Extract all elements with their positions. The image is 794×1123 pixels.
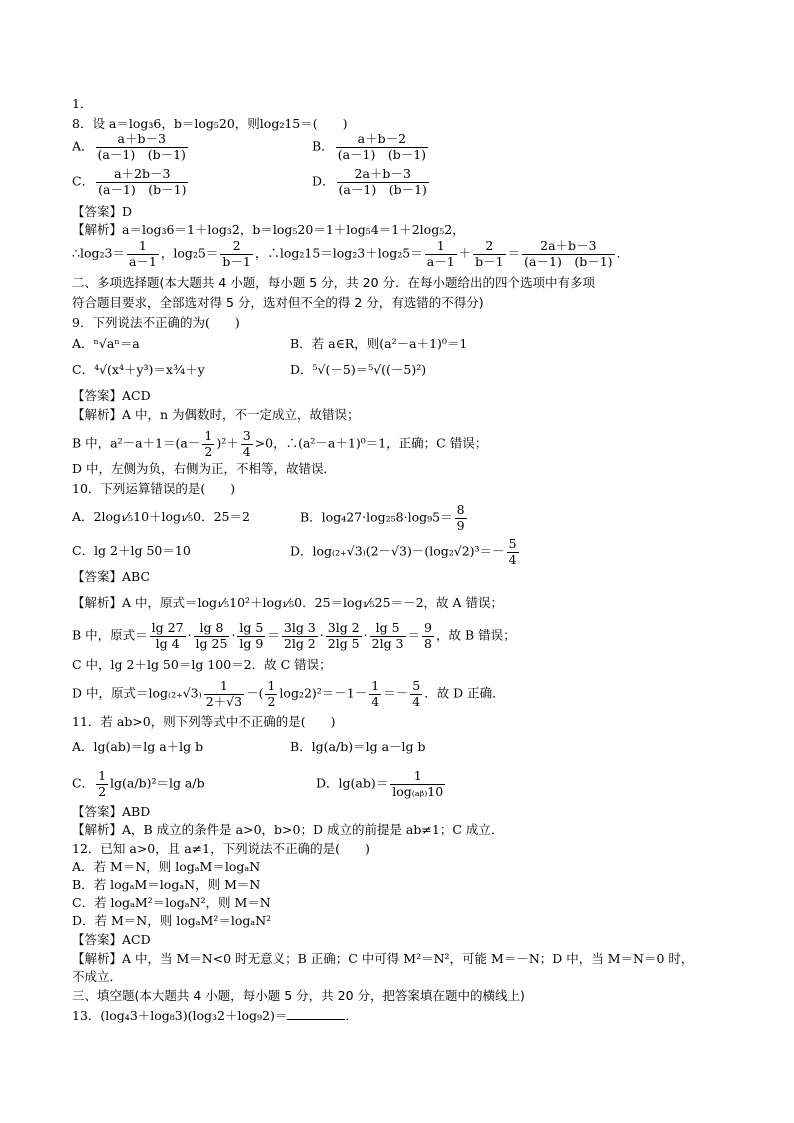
- text: C．: [72, 775, 95, 791]
- q8-d-fraction: [337, 168, 429, 196]
- q10-option-b: [300, 504, 469, 532]
- fraction: [422, 622, 434, 650]
- q8-a-label: A．: [72, 138, 94, 154]
- answer-blank[interactable]: [287, 1019, 345, 1020]
- numerator: 3lg 2: [327, 620, 360, 635]
- q10-explanation-1: 【解析】A 中，原式＝log₁⁄₅10²＋log₁⁄₅0．25＝log₁⁄₅25＝－2，故 A 错误；: [72, 595, 504, 610]
- fraction: [522, 240, 614, 268]
- numerator: a＋2b－3: [96, 168, 188, 183]
- q11-option-a: A．lg(ab)＝lg a＋lg b: [72, 739, 204, 754]
- denominator: 4: [371, 693, 380, 709]
- fraction: [220, 240, 252, 268]
- q11-option-b: B．lg(a/b)＝lg a－lg b: [290, 739, 426, 754]
- fraction: [326, 622, 362, 650]
- fraction: [369, 680, 381, 708]
- numerator: 3: [242, 428, 251, 443]
- text: B 中，a²－a＋1＝(a－: [72, 435, 201, 451]
- q8-d-label: D．: [312, 173, 335, 189]
- fraction: [410, 680, 422, 708]
- numerator: 1: [98, 768, 107, 783]
- numerator: 1: [267, 678, 276, 693]
- q11-answer: 【答案】ABD: [72, 804, 151, 819]
- fraction: [390, 770, 445, 798]
- numerator: 2a＋b－3: [522, 240, 614, 255]
- denominator: 4: [412, 693, 421, 709]
- q10-option-c: C．lg 2＋lg 50＝10: [72, 543, 191, 558]
- denominator: 2: [98, 783, 107, 799]
- q12-stem: 12．已知 a>0，且 a≠1，下列说法不正确的是( ): [72, 841, 370, 856]
- q12-explanation-2: 不成立．: [72, 969, 123, 984]
- denominator: (a－1) (b－1): [98, 181, 187, 197]
- denominator: 9: [456, 517, 465, 533]
- numerator: 5: [508, 536, 517, 551]
- section-3-heading: 三、填空题(本大题共 4 小题，每小题 5 分，共 20 分，把答案填在题中的横线上): [72, 988, 525, 1003]
- denominator: (a－1) (b－1): [524, 253, 613, 269]
- q9-option-a: A．ⁿ√aⁿ＝a: [72, 336, 140, 351]
- fraction: [237, 622, 265, 650]
- numerator: 2: [220, 240, 252, 255]
- q8-c-label: C．: [72, 173, 95, 189]
- fraction: [204, 680, 244, 708]
- q9-stem: 9．下列说法不正确的为( ): [72, 315, 240, 330]
- text: )²＋: [216, 435, 239, 451]
- q8-stem: 8．设 a＝log₃6，b＝log₅20，则log₂15＝( ): [72, 116, 348, 131]
- fraction: [96, 770, 108, 798]
- numerator: 2: [473, 240, 505, 255]
- fraction: [282, 622, 318, 650]
- q12-explanation-1: 【解析】A 中，当 M＝N<0 时无意义；B 正确；C 中可得 M²＝N²，可能 M＝－N；D 中，当 M＝N＝0 时，: [72, 951, 694, 966]
- q11-stem: 11．若 ab>0，则下列等式中不正确的是( ): [72, 714, 336, 729]
- q8-explanation-1: 【解析】a＝log₃6＝1＋log₃2，b＝log₅20＝1＋log₅4＝1＋2log₅2，: [72, 222, 465, 237]
- q8-answer: 【答案】D: [72, 204, 133, 219]
- stray-number: 1．: [72, 96, 93, 111]
- text: ∴log₂3＝: [72, 245, 125, 261]
- q11-option-d: [316, 770, 447, 798]
- q10-option-d: [290, 538, 521, 566]
- q10-answer: 【答案】ABC: [72, 569, 151, 584]
- denominator: log₍ₐᵦ₎10: [392, 783, 444, 799]
- fraction: [265, 680, 277, 708]
- section-2-heading: 二、多项选择题(本大题共 4 小题，每小题 5 分，共 20 分．在每小题给出的四个选项中有多项: [72, 275, 596, 290]
- denominator: b－1: [475, 253, 504, 269]
- denominator: b－1: [222, 253, 251, 269]
- text: D 中，原式＝log₍₂₊√3₎: [72, 685, 202, 701]
- numerator: 5: [412, 678, 421, 693]
- text: >0，∴(a²－a＋1)⁰＝1，正确；C 错误；: [254, 435, 488, 451]
- text: ，故 B 错误；: [435, 627, 516, 643]
- q10-stem: 10．下列运算错误的是( ): [72, 481, 236, 496]
- numerator: 2a＋b－3: [337, 168, 429, 183]
- text: D．lg(ab)＝: [316, 775, 389, 791]
- denominator: 2lg 2: [283, 635, 316, 651]
- denominator: 8: [424, 635, 432, 651]
- fraction: [507, 538, 519, 566]
- denominator: 4: [242, 443, 251, 459]
- fraction: [425, 240, 457, 268]
- numerator: 1: [425, 240, 457, 255]
- fraction: [202, 430, 214, 458]
- denominator: lg 4: [155, 635, 180, 651]
- denominator: 2: [267, 693, 276, 709]
- denominator: a－1: [426, 253, 455, 269]
- fraction: [127, 240, 159, 268]
- q9-option-b: B．若 a∈R，则(a²－a＋1)⁰＝1: [290, 336, 468, 351]
- denominator: lg 9: [239, 635, 264, 651]
- q9-option-d: D．⁵√(－5)＝⁵√((－5)²): [290, 362, 427, 377]
- q8-b-label: B．: [312, 138, 334, 154]
- numerator: lg 5: [370, 622, 406, 637]
- section-2-heading-cont: 符合题目要求，全部选对得 5 分，选对但不全的得 2 分，有选错的不得分): [72, 295, 484, 310]
- numerator: 3lg 3: [283, 620, 316, 635]
- q8-a-fraction: [96, 133, 188, 161]
- fraction: [241, 430, 253, 458]
- q13-stem: [72, 1010, 358, 1023]
- denominator: (a－1) (b－1): [337, 146, 427, 162]
- q12-answer: 【答案】ACD: [72, 932, 151, 947]
- q9-answer: 【答案】ACD: [72, 388, 151, 403]
- numerator: 1: [204, 428, 213, 443]
- fraction: [370, 622, 406, 650]
- numerator: lg 5: [239, 620, 264, 635]
- q10-option-a: A．2log₁⁄₅10＋log₁⁄₅0．25＝2: [72, 509, 250, 524]
- q11-explanation: 【解析】A，B 成立的条件是 a>0，b>0；D 成立的前提是 ab≠1；C 成立．: [72, 822, 504, 837]
- q10-explanation-3: C 中，lg 2＋lg 50＝lg 100＝2．故 C 错误；: [72, 657, 332, 672]
- text: 13．(log₄3＋log₈3)(log₃2＋log₉2)＝: [72, 1008, 288, 1023]
- numerator: 8: [456, 502, 465, 517]
- text: B 中，原式＝: [72, 627, 148, 643]
- text: D．log₍₂₊√3₎(2－√3)－(log₂√2)³＝－: [290, 543, 505, 559]
- q8-option-a: [72, 133, 190, 161]
- numerator: lg 8: [194, 622, 230, 637]
- q9-explanation-3: D 中，左侧为负，右侧为正，不相等，故错误．: [72, 461, 336, 476]
- q10-explanation-2: B 中，原式＝ $\frac{\lg 27}{\lg 4}$ · $\frac{\lg 8}{\lg 25}$ · $\frac{\lg 5}{\lg 9}$ ＝ $\frac{3\lg 3}{2\lg 2}$ · $\frac{3\lg 2}{2\lg 5}$ · $\frac{\lg 5}{2\lg 3}$ ＝ $\frac{9}{8}$ ，故 B 错误；: [72, 620, 516, 651]
- fraction: [150, 622, 186, 650]
- fraction: [194, 622, 230, 650]
- numerator: 1: [204, 680, 244, 695]
- text: ，log₂5＝: [160, 245, 219, 261]
- denominator: lg 25: [195, 635, 228, 651]
- q8-option-d: [312, 168, 431, 196]
- fraction: [473, 240, 505, 268]
- text: log₂2)²＝－1－: [279, 685, 368, 701]
- denominator: 2: [204, 443, 213, 459]
- q9-explanation-2: [72, 430, 487, 458]
- denominator: 2＋√3: [205, 693, 243, 709]
- denominator: (a－1) (b－1): [97, 146, 186, 162]
- numerator: 9: [424, 620, 432, 635]
- q8-option-c: [72, 168, 190, 196]
- text: lg(a/b)²＝lg a/b: [110, 775, 205, 791]
- denominator: 2lg 5: [327, 635, 360, 651]
- text: ．故 D 正确．: [424, 685, 505, 701]
- denominator: (a－1) (b－1): [338, 181, 427, 197]
- numerator: 1: [127, 240, 159, 255]
- q11-option-c: [72, 770, 205, 798]
- q12-option-d: D．若 M＝N，则 logₐM²＝logₐN²: [72, 913, 272, 928]
- q12-option-b: B．若 logₐM＝logₐN，则 M＝N: [72, 877, 261, 892]
- fraction: [455, 504, 467, 532]
- numerator: a＋b－2: [336, 133, 428, 148]
- q8-b-fraction: [336, 133, 428, 161]
- q9-explanation-1: 【解析】A 中，n 为偶数时，不一定成立，故错误；: [72, 407, 360, 422]
- q10-explanation-4: D 中，原式＝log₍₂₊√3₎ $\frac{1}{2+√3}$ －( $\frac{1}{2}$ log₂2)²＝－1－ $\frac{1}{4}$ ＝－ $\frac{5}{4}$ ．故 D 正确．: [72, 678, 505, 709]
- q8-c-fraction: [96, 168, 188, 196]
- q8-option-b: [312, 133, 430, 161]
- q12-option-a: A．若 M＝N，则 logₐM＝logₐN: [72, 859, 261, 874]
- text: ．: [345, 1008, 358, 1023]
- numerator: a＋b－3: [96, 133, 188, 148]
- denominator: 4: [508, 551, 517, 567]
- numerator: 1: [371, 678, 380, 693]
- text: ，∴log₂15＝log₂3＋log₂5＝: [254, 245, 423, 261]
- text: －(: [246, 685, 264, 701]
- numerator: lg 27: [151, 620, 184, 635]
- numerator: 1: [390, 770, 445, 785]
- q9-option-c: C．⁴√(x⁴＋y³)＝x³⁄₄＋y: [72, 362, 205, 377]
- q12-option-c: C．若 logₐM²＝logₐN²，则 M＝N: [72, 895, 271, 910]
- denominator: a－1: [128, 253, 157, 269]
- denominator: 2lg 3: [371, 635, 404, 651]
- q8-explanation-2: ∴log₂3＝ $\frac{1}{a-1}$ ，log₂5＝ $\frac{2}{b-1}$ ，∴log₂15＝log₂3＋log₂5＝ $\frac{1}{a-1}$ ＋ $\frac{2}{b-1}$ ＝ $\frac{2a+b-3}{(a-1) (b-1)}$ .: [72, 238, 621, 269]
- text: B．log₄27·log₂₅8·log₉5＝: [300, 509, 453, 525]
